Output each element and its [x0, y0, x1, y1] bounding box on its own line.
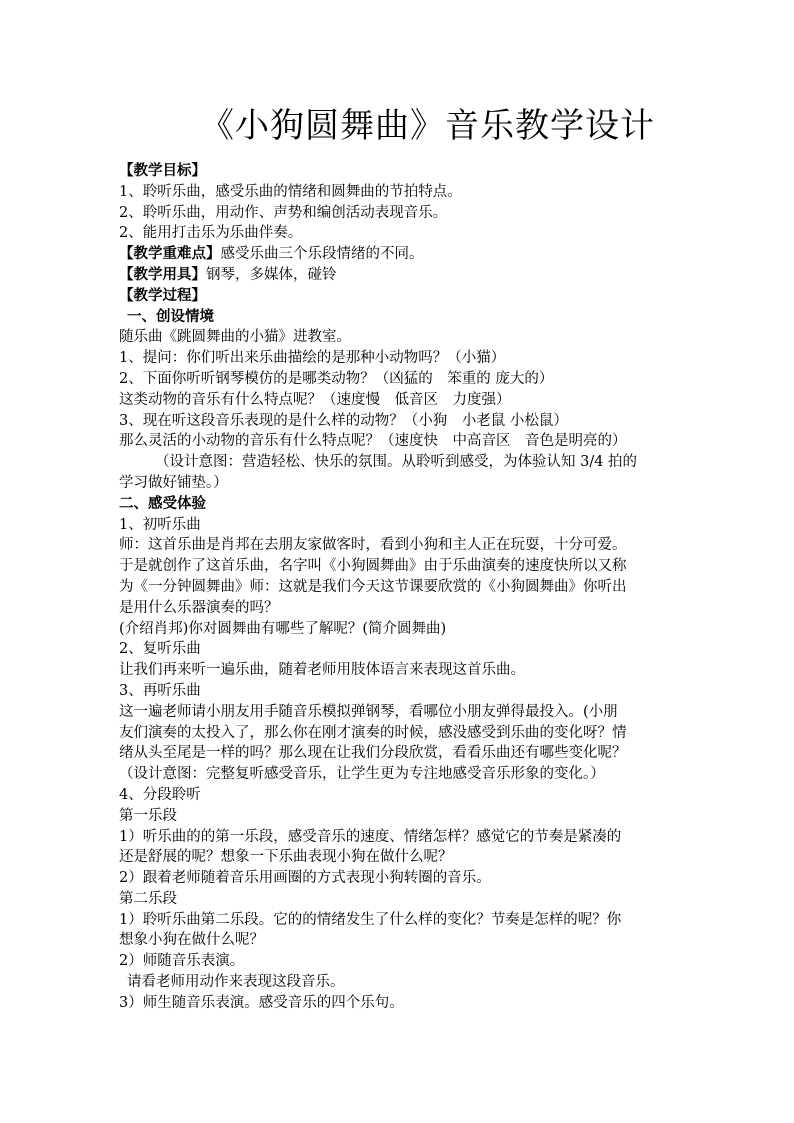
text-line: 绪从头至尾是一样的吗？那么现在让我们分段欣赏，看看乐曲还有哪些变化呢？ — [119, 745, 627, 762]
text-line — [119, 265, 689, 286]
text-line: 1）聆听乐曲第二乐段。它的的情绪发生了什么样的变化？节奏是怎样的呢？你 — [119, 911, 622, 928]
text-line: 2）师随音乐表演。 — [119, 953, 245, 970]
section-heading: 二、感受体验 — [119, 494, 206, 512]
text-segment: 钢琴，多媒体，碰铃 — [206, 266, 337, 283]
text-line: 3）师生随音乐表演。感受音乐的四个乐句。 — [119, 994, 404, 1011]
text-line: 想象小狗在做什么呢？ — [119, 932, 264, 949]
text-line: 为《一分钟圆舞曲》师：这就是我们今天这节课要欣赏的《小狗圆舞曲》你听出 — [119, 578, 627, 595]
section-heading: 【教学目标】 — [119, 162, 206, 179]
text-line: 是用什么乐器演奏的吗？ — [119, 599, 279, 616]
section-heading: 【教学过程】 — [119, 286, 206, 304]
text-line: 2、复听乐曲 — [119, 641, 201, 658]
text-segment: 感受乐曲三个乐段情绪的不同。 — [220, 246, 424, 263]
text-line: 1、初听乐曲 — [119, 516, 201, 533]
text-line: 请看老师用动作来表现这段音乐。 — [127, 974, 345, 991]
text-line: 那么灵活的小动物的音乐有什么特点呢？（速度快 中高音区 音色是明亮的） — [119, 433, 627, 450]
text-line: 1）听乐曲的的第一乐段，感受音乐的速度、情绪怎样？感觉它的节奏是紧凑的 — [119, 828, 622, 845]
section-heading: 【教学用具】 — [119, 265, 206, 283]
text-line: 于是就创作了这首乐曲，名字叫《小狗圆舞曲》由于乐曲演奏的速度快所以又称 — [119, 558, 627, 575]
text-line: 1、聆听乐曲，感受乐曲的情绪和圆舞曲的节拍特点。 — [119, 183, 462, 200]
text-line: 3、再听乐曲 — [119, 682, 201, 699]
text-line: （设计意图：完整复听感受音乐，让学生更为专注地感受音乐形象的变化。） — [119, 766, 605, 783]
text-line: 4、分段聆听 — [119, 786, 201, 803]
text-line: 这类动物的音乐有什么特点呢？（速度慢 低音区 力度强） — [119, 391, 511, 408]
text-line: 2、能用打击乐为乐曲伴奏。 — [119, 225, 303, 242]
text-line: 友们演奏的太投入了，那么你在刚才演奏的时候，感没感受到乐曲的变化呀？情 — [119, 724, 627, 741]
text-line: 2）跟着老师随着音乐用画圈的方式表现小狗转圈的音乐。 — [119, 870, 491, 887]
section-heading: 【教学重难点】 — [119, 245, 221, 263]
text-line: 第二乐段 — [119, 890, 177, 907]
text-line: 3、现在听这段音乐表现的是什么样的动物？（小狗 小老鼠 小松鼠） — [119, 412, 568, 429]
text-line: 1、提问：你们听出来乐曲描绘的是那种小动物吗？（小猫） — [119, 350, 506, 367]
text-line: (介绍肖邦)你对圆舞曲有哪些了解呢？(简介圆舞曲) — [119, 620, 447, 637]
document-body — [119, 161, 689, 1014]
text-line: 2、聆听乐曲，用动作、声势和编创活动表现音乐。 — [119, 204, 448, 221]
text-line — [119, 244, 689, 265]
document-title: 《小狗圆舞曲》音乐教学设计 — [200, 106, 655, 146]
text-line: 让我们再来听一遍乐曲，随着老师用肢体语言来表现这首乐曲。 — [119, 662, 525, 679]
text-line: 学习做好铺垫。） — [119, 474, 228, 491]
text-line: 随乐曲《跳圆舞曲的小猫》进教室。 — [119, 329, 351, 346]
text-line: 师：这首乐曲是肖邦在去朋友家做客时，看到小狗和主人正在玩耍，十分可爱。 — [119, 537, 627, 554]
text-line: 还是舒展的呢？想象一下乐曲表现小狗在做什么呢？ — [119, 849, 453, 866]
text-line: 2、下面你听听钢琴模仿的是哪类动物？（凶猛的 笨重的 庞大的） — [119, 370, 554, 387]
section-heading: 一、创设情境 — [127, 307, 214, 325]
text-line: 第一乐段 — [119, 807, 177, 824]
text-line: （设计意图：营造轻松、快乐的氛围。从聆听到感受，为体验认知 3/4 拍的 — [155, 454, 638, 471]
text-line: 这一遍老师请小朋友用手随音乐模拟弹钢琴，看哪位小朋友弹得最投入。(小朋 — [119, 703, 618, 720]
